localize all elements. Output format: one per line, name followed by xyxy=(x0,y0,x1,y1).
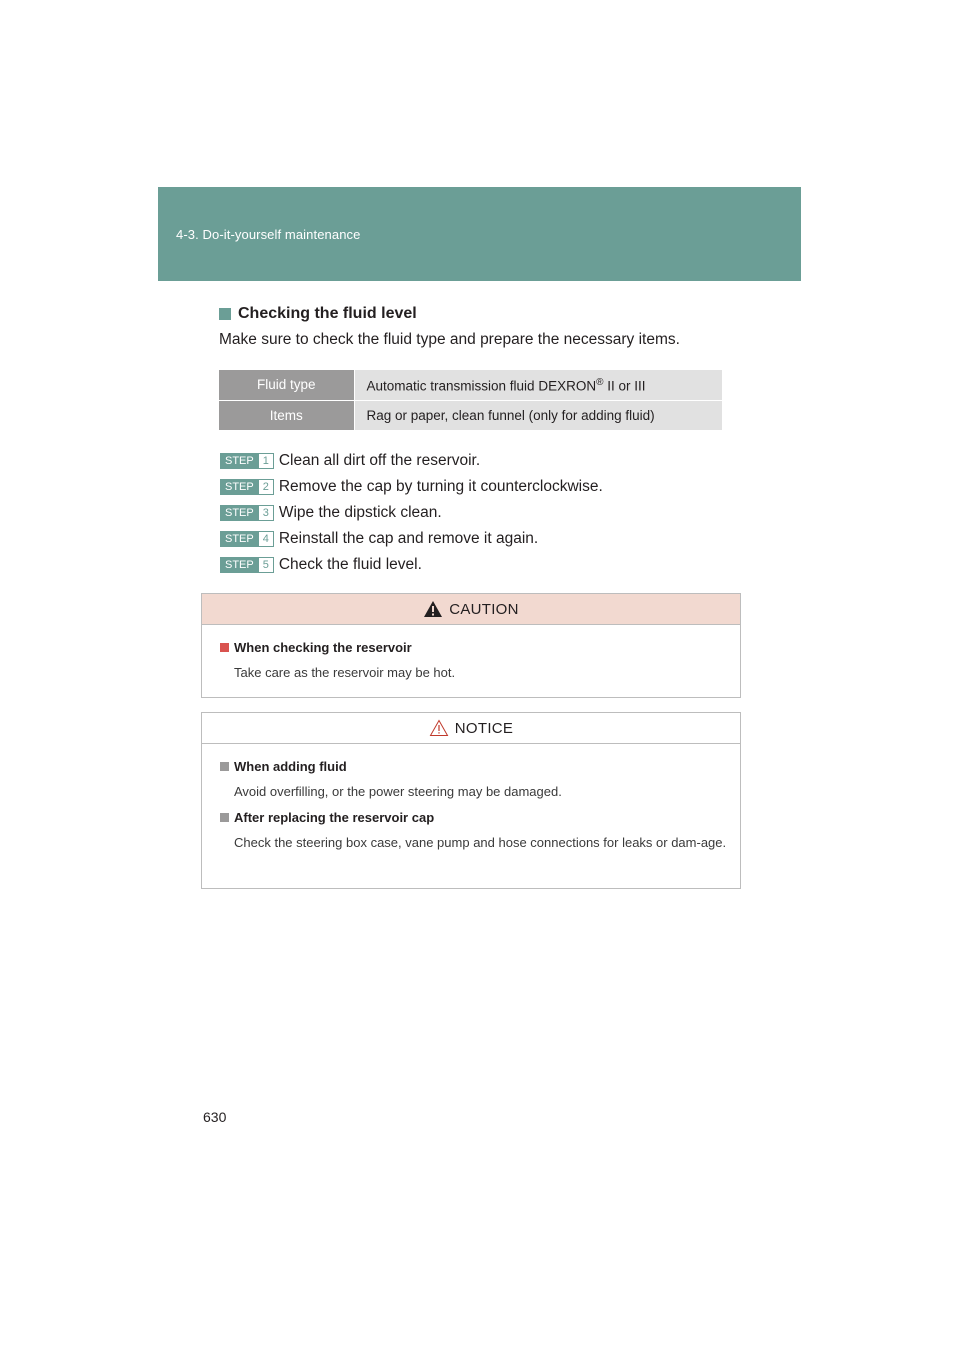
spec-value-text: Automatic transmission fluid DEXRON xyxy=(366,378,597,393)
square-bullet-icon xyxy=(220,813,229,822)
spec-label: Fluid type xyxy=(219,370,354,400)
step-badge xyxy=(220,505,274,521)
notice-item-heading-text: When adding fluid xyxy=(234,758,347,774)
registered-mark: ® xyxy=(596,376,604,388)
step-badge-number: 1 xyxy=(259,453,274,469)
spec-row-items xyxy=(219,400,722,430)
caution-box xyxy=(201,593,741,698)
step-text: Wipe the dipstick clean. xyxy=(278,504,442,521)
spec-value: Rag or paper, clean funnel (only for adding fluid) xyxy=(354,400,722,430)
notice-item-heading-text: After replacing the reservoir cap xyxy=(234,809,435,825)
step-badge xyxy=(220,479,274,495)
notice-box xyxy=(201,712,741,889)
spec-value-text-suffix: II or III xyxy=(603,378,646,393)
notice-item-heading xyxy=(220,807,740,827)
step-text: Check the fluid level. xyxy=(278,556,422,573)
step-item xyxy=(220,448,603,474)
notice-item-heading xyxy=(220,756,740,776)
step-badge-label: STEP xyxy=(220,479,259,495)
step-text: Remove the cap by turning it counterclockwise. xyxy=(278,478,603,495)
square-bullet-icon xyxy=(219,308,231,320)
step-badge-number: 2 xyxy=(259,479,274,495)
caution-item-text: Take care as the reservoir may be hot. xyxy=(234,665,456,680)
spec-row-fluid-type xyxy=(219,370,722,400)
step-badge-number: 5 xyxy=(259,557,274,573)
caution-header xyxy=(202,594,740,625)
step-text: Clean all dirt off the reservoir. xyxy=(278,452,481,469)
step-badge-label: STEP xyxy=(220,453,259,469)
notice-item-text: Avoid overfilling, or the power steering may be damaged. xyxy=(234,784,562,799)
step-badge xyxy=(220,453,274,469)
notice-item xyxy=(220,807,740,852)
chapter-title: 4-3. Do-it-yourself maintenance xyxy=(176,227,361,242)
warning-triangle-icon xyxy=(423,600,443,618)
caution-body xyxy=(202,625,740,682)
step-badge-label: STEP xyxy=(220,531,259,547)
notice-item-text: Check the steering box case, vane pump and hose connections for leaks or dam-age. xyxy=(234,835,727,850)
chapter-header-band xyxy=(158,187,801,281)
step-badge-label: STEP xyxy=(220,557,259,573)
section-heading xyxy=(219,305,417,323)
step-item xyxy=(220,500,603,526)
spec-value xyxy=(354,370,722,400)
caution-item-heading-text: When checking the reservoir xyxy=(234,639,412,655)
step-item xyxy=(220,552,603,578)
caution-item-heading xyxy=(220,637,740,657)
square-bullet-icon xyxy=(220,643,229,652)
step-badge xyxy=(220,531,274,547)
page-number: 630 xyxy=(203,1109,227,1125)
intro-text: Make sure to check the fluid type and prepare the necessary items. xyxy=(219,331,680,348)
step-badge-label: STEP xyxy=(220,505,259,521)
notice-title: NOTICE xyxy=(454,719,514,737)
section-heading-text: Checking the fluid level xyxy=(238,305,417,322)
notice-item xyxy=(220,756,740,801)
step-item xyxy=(220,526,603,552)
step-badge-number: 3 xyxy=(259,505,274,521)
step-item xyxy=(220,474,603,500)
notice-header xyxy=(202,713,740,744)
square-bullet-icon xyxy=(220,762,229,771)
step-text: Reinstall the cap and remove it again. xyxy=(278,530,539,547)
caution-title: CAUTION xyxy=(449,600,519,618)
step-badge-number: 4 xyxy=(259,531,274,547)
step-list xyxy=(220,448,603,578)
warning-triangle-outline-icon xyxy=(429,719,449,737)
spec-table xyxy=(219,370,722,430)
notice-body xyxy=(202,744,740,852)
step-badge xyxy=(220,557,274,573)
caution-item xyxy=(220,637,740,682)
spec-label: Items xyxy=(219,400,354,430)
